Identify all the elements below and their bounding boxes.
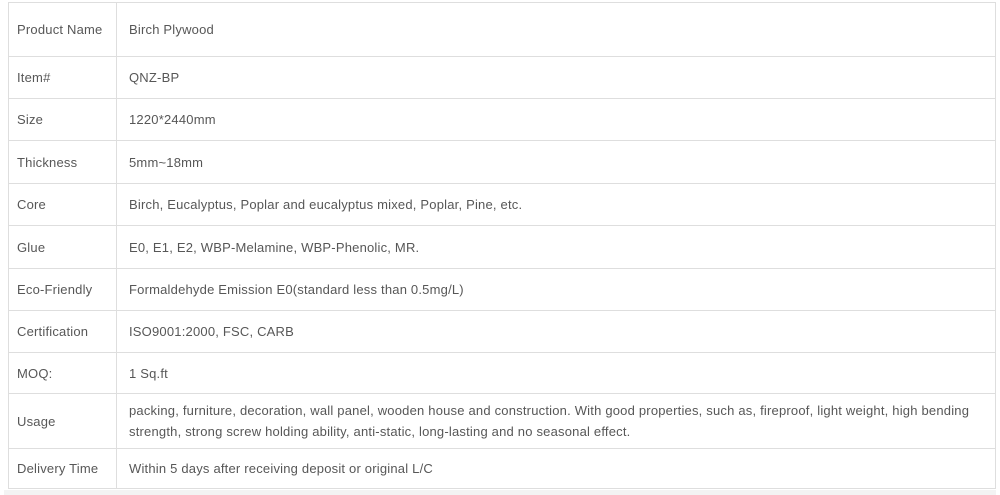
table-row [9, 311, 996, 353]
product-spec-table [8, 2, 996, 489]
table-row [9, 184, 996, 226]
spec-label: Certification [9, 311, 117, 353]
spec-label: Eco-Friendly [9, 269, 117, 311]
spec-value: E0, E1, E2, WBP-Melamine, WBP-Phenolic, MR. [117, 226, 996, 269]
table-row [9, 226, 996, 269]
product-spec-rows [9, 3, 996, 489]
spec-value: Birch Plywood [117, 3, 996, 57]
spec-label: Glue [9, 226, 117, 269]
spec-label: MOQ: [9, 353, 117, 394]
spec-label: Thickness [9, 141, 117, 184]
spec-value: Within 5 days after receiving deposit or original L/C [117, 449, 996, 489]
table-row [9, 394, 996, 449]
next-table-row-partial [4, 490, 996, 495]
spec-label: Delivery Time [9, 449, 117, 489]
table-row [9, 57, 996, 99]
spec-label: Usage [9, 394, 117, 449]
spec-label: Size [9, 99, 117, 141]
spec-value: 1220*2440mm [117, 99, 996, 141]
table-row [9, 141, 996, 184]
spec-value: ISO9001:2000, FSC, CARB [117, 311, 996, 353]
spec-value: Formaldehyde Emission E0(standard less than 0.5mg/L) [117, 269, 996, 311]
table-row [9, 449, 996, 489]
spec-value: packing, furniture, decoration, wall panel, wooden house and construction. With good properties, such as, fireproof, light weight, high bending strength, strong screw holding ability, anti-static, long-lasting and no seasonal effect. [117, 394, 996, 449]
table-row [9, 99, 996, 141]
table-row [9, 269, 996, 311]
spec-label: Item# [9, 57, 117, 99]
spec-value: Birch, Eucalyptus, Poplar and eucalyptus mixed, Poplar, Pine, etc. [117, 184, 996, 226]
spec-label: Core [9, 184, 117, 226]
spec-label: Product Name [9, 3, 117, 57]
spec-value: QNZ-BP [117, 57, 996, 99]
spec-value: 5mm~18mm [117, 141, 996, 184]
table-row [9, 353, 996, 394]
table-row [9, 3, 996, 57]
spec-value: 1 Sq.ft [117, 353, 996, 394]
